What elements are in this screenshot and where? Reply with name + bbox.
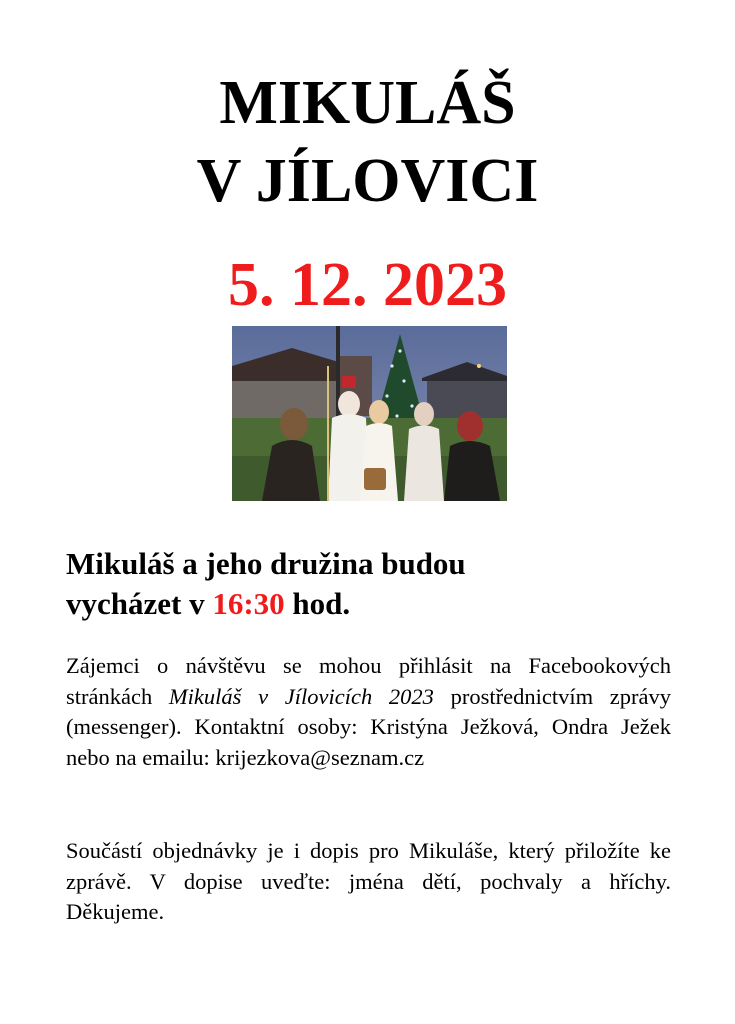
- paragraph-registration-text-b: prostřednictvím zprávy (messenger). Kontaktní osoby: Kristýna Ježková, Ondra Ježek nebo na emailu:: [66, 683, 672, 770]
- subheading-part-2: vycházet v: [66, 586, 205, 621]
- paragraph-registration-text-a: Zájemci o návštěvu se mohou přihlásit na Facebookových stránkách: [66, 653, 671, 709]
- paragraph-registration: [66, 651, 671, 773]
- subheading-part-3: hod.: [292, 586, 351, 621]
- contact-email[interactable]: krijezkova@seznam.cz: [215, 744, 425, 770]
- event-photo: [232, 326, 507, 501]
- title-line-1: MIKULÁŠ: [219, 69, 516, 137]
- event-date: 5. 12. 2023: [228, 251, 507, 319]
- event-photo-illustration: [232, 326, 507, 501]
- subheading: [66, 544, 676, 624]
- paragraph-letter: Součástí objednávky je i dopis pro Mikuláše, který přiložíte ke zprávě. V dopise uveďte: jména dětí, pochvaly a hříchy. Děkujeme.: [66, 838, 671, 924]
- subheading-part-1: Mikuláš a jeho družina budou: [66, 546, 466, 581]
- facebook-page-name: Mikuláš v Jílovicích 2023: [168, 683, 434, 709]
- start-time: 16:30: [212, 586, 285, 621]
- title-line-2: V JÍLOVICI: [196, 147, 539, 215]
